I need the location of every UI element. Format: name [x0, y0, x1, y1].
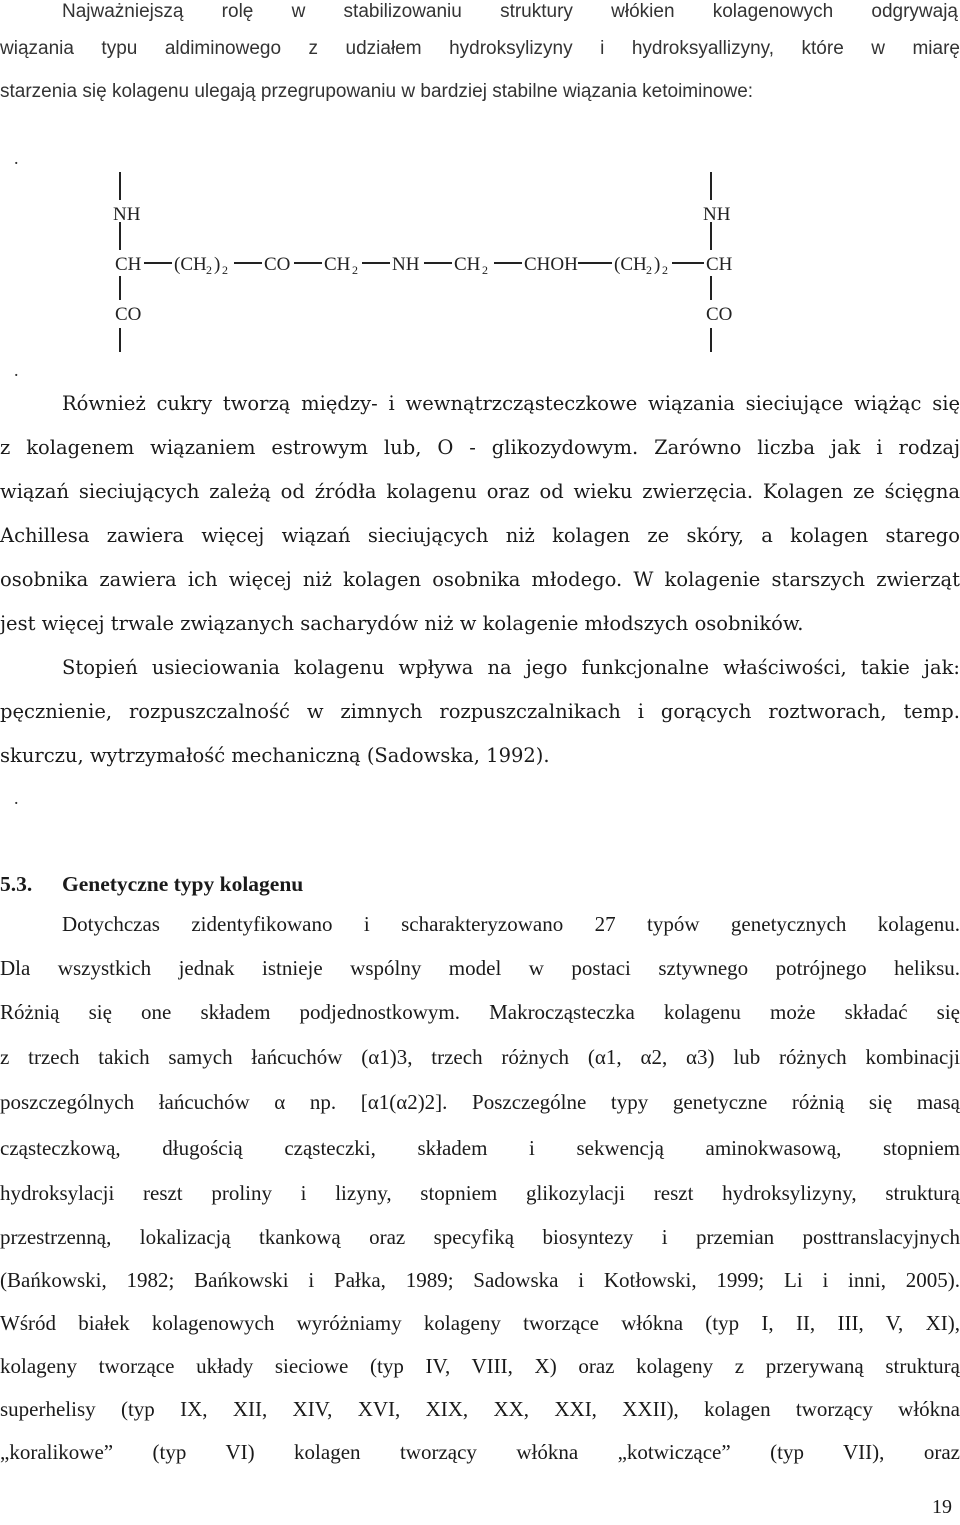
text-line: poszczególnych łańcuchów α np. [α1(α2)2]. Poszczególne typy genetyczne różnią się masą: [0, 1090, 960, 1114]
formula-subscript: 2: [222, 263, 228, 277]
formula-group: NH: [392, 254, 420, 275]
text-line: skurczu, wytrzymałość mechaniczną (Sadowska, 1992).: [0, 744, 550, 767]
bullet-dot: .: [14, 360, 19, 380]
bullet-dot: .: [14, 788, 19, 808]
text-line: hydroksylacji reszt proliny i lizyny, stopniem glikozylacji reszt hydroksylizyny, strukturą: [0, 1181, 960, 1205]
text-line: Wśród białek kolagenowych wyróżniamy kolageny tworzące włókna (typ I, II, III, V, XI),: [0, 1311, 960, 1335]
formula-subscript: 2: [352, 263, 358, 277]
bullet-dot: .: [14, 148, 19, 168]
formula-group: CH: [324, 254, 351, 275]
text-line: przestrzenną, lokalizacją tkankową oraz specyfiką biosyntezy i przemian posttranslacyjnych: [0, 1225, 960, 1249]
text-line: jest więcej trwale związanych sacharydów niż w kolagenie młodszych osobników.: [0, 612, 804, 635]
text-line: osobnika zawiera ich więcej niż kolagen osobnika młodego. W kolagenie starszych zwierząt: [0, 568, 960, 591]
text-line: Stopień usieciowania kolagenu wpływa na jego funkcjonalne właściwości, takie jak:: [62, 656, 960, 679]
chemical-formula: [0, 160, 960, 360]
text-line: starzenia się kolagenu ulegają przegrupowaniu w bardziej stabilne wiązania ketoiminowe:: [0, 81, 754, 102]
text-line: z kolagenem wiązaniem estrowym lub, O - glikozydowym. Zarówno liczba jak i rodzaj: [0, 436, 960, 459]
text-line: kolageny tworzące układy sieciowe (typ IV, VIII, X) oraz kolageny z przerywaną strukturą: [0, 1354, 960, 1378]
text-line: Dotychczas zidentyfikowano i scharakteryzowano 27 typów genetycznych kolagenu.: [62, 912, 960, 936]
formula-subscript: 2: [662, 263, 668, 277]
formula-group: (CH: [174, 254, 207, 275]
formula-right-ch: CH: [706, 254, 733, 275]
text-line: „koralikowe” (typ VI) kolagen tworzący włókna „kotwiczące” (typ VII), oraz: [0, 1440, 960, 1464]
text-line: cząsteczkową, długością cząsteczki, składem i sekwencją aminokwasową, stopniem: [0, 1136, 960, 1160]
text-line: wiązań sieciujących zależą od źródła kolagenu oraz od wieku zwierzęcia. Kolagen ze ścięgna: [0, 480, 960, 503]
formula-group: ): [214, 254, 221, 275]
text-line: (Bańkowski, 1982; Bańkowski i Pałka, 1989; Sadowska i Kotłowski, 1999; Li i inni, 2005).: [0, 1268, 960, 1292]
formula-subscript: 2: [206, 263, 212, 277]
formula-subscript: 2: [482, 263, 488, 277]
section-number: 5.3.: [0, 872, 33, 896]
text-line: Najważniejszą rolę w stabilizowaniu struktury włókien kolagenowych odgrywają: [62, 1, 958, 22]
formula-group: CH: [454, 254, 481, 275]
formula-group: CO: [264, 254, 291, 275]
text-line: Również cukry tworzą między- i wewnątrzcząsteczkowe wiązania sieciujące wiążąc się: [62, 392, 960, 415]
text-line: pęcznienie, rozpuszczalność w zimnych rozpuszczalnikach i gorących roztworach, temp.: [0, 700, 960, 723]
formula-subscript: 2: [646, 263, 652, 277]
text-line: Achillesa zawiera więcej wiązań sieciujących niż kolagen ze skóry, a kolagen starego: [0, 524, 960, 547]
section-heading: [0, 866, 700, 902]
section-title: Genetyczne typy kolagenu: [62, 872, 304, 896]
formula-group: (CH: [614, 254, 647, 275]
formula-group: CHOH: [524, 254, 578, 275]
text-line: superhelisy (typ IX, XII, XIV, XVI, XIX, XX, XXI, XXII), kolagen tworzący włókna: [0, 1397, 960, 1421]
text-line: Dla wszystkich jednak istnieje wspólny model w postaci sztywnego potrójnego heliksu.: [0, 956, 960, 980]
text-line: Różnią się one składem podjednostkowym. Makrocząsteczka kolagenu może składać się: [0, 1000, 960, 1024]
formula-group: ): [654, 254, 661, 275]
formula-left-ch: CH: [115, 254, 142, 275]
formula-left-nh: NH: [113, 204, 141, 225]
formula-right-nh: NH: [703, 204, 731, 225]
formula-right-co: CO: [706, 304, 733, 325]
formula-left-co: CO: [115, 304, 142, 325]
text-line: wiązania typu aldiminowego z udziałem hydroksylizyny i hydroksyallizyny, które w miarę: [0, 38, 960, 59]
text-line: z trzech takich samych łańcuchów (α1)3, trzech różnych (α1, α2, α3) lub różnych kombinacji: [0, 1045, 960, 1069]
page-number: 19: [932, 1496, 952, 1518]
